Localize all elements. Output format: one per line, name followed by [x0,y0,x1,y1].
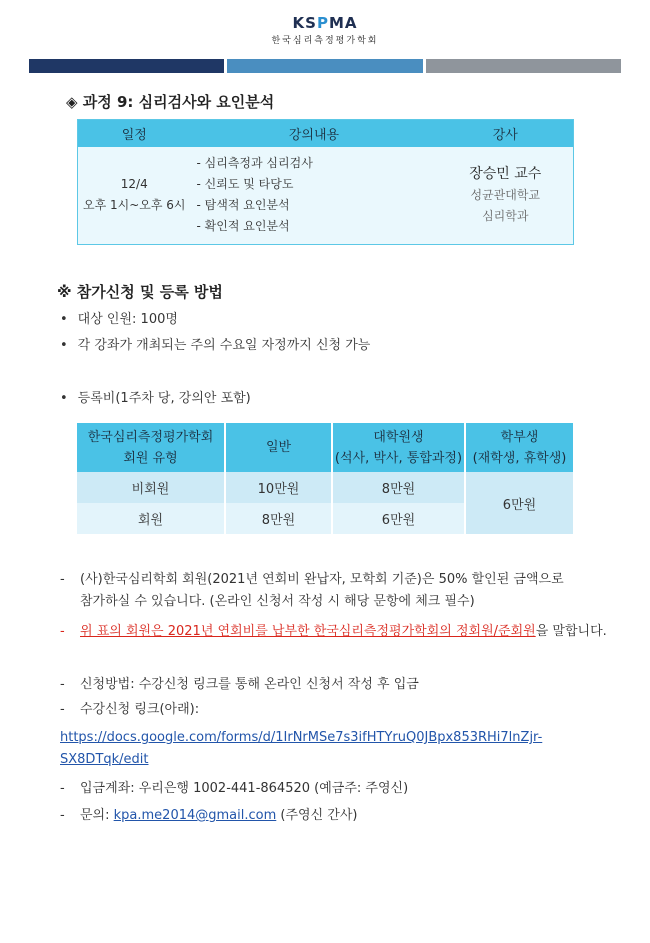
member-note: - 위 표의 회원은 2021년 연회비를 납부한 한국심리측정평가학회의 정회원/준회원을 말합니다. [60,624,607,639]
fee-cell: 10만원 [225,472,332,503]
fee-cell: 6만원 [332,503,465,534]
course-table [77,119,574,245]
fee-cell: 회원 [77,503,225,534]
divider-bar-gray [426,59,621,73]
member-note-highlight: 위 표의 회원은 2021년 연회비를 납부한 한국심리측정평가학회의 정회원/준회원 [80,624,536,639]
fee-col-undergrad: 학부생 (재학생, 휴학생) [465,423,573,472]
course-title: ◈ 과정 9: 심리검사와 요인분석 [66,93,275,111]
capacity-bullet: • 대상 인원: 100명 [60,308,178,327]
fee-bullet: • 등록비(1주차 당, 강의안 포함) [60,387,251,406]
fee-cell: 8만원 [225,503,332,534]
fee-cell: 8만원 [332,472,465,503]
instructor-name: 장승민 교수 [469,165,542,182]
fee-table [77,423,573,534]
account-note: - 입금계좌: 우리은행 1002-441-864520 (예금주: 주영신) [60,781,409,796]
topic-item: - 탐색적 요인분석 [196,198,290,213]
fee-cell-undergrad: 6만원 [465,472,573,534]
course-table-header [78,120,574,147]
content-cell [191,147,438,245]
link-label: - 수강신청 링크(아래): [60,702,200,717]
fee-col-general: 일반 [225,423,332,472]
topic-item: - 심리측정과 심리검사 [196,156,313,171]
col-content: 강의내용 [191,120,438,147]
deadline-bullet: • 각 강좌가 개최되는 주의 수요일 자정까지 신청 가능 [60,334,370,353]
schedule-cell [78,147,191,245]
fee-table-header [77,423,573,472]
instructor-univ: 성균관대학교 [470,187,541,202]
registration-title: ※ 참가신청 및 등록 방법 [57,283,223,301]
logo-subtitle: 한국심리측정평가학회 [271,36,379,46]
topic-item: - 확인적 요인분석 [196,219,290,234]
topic-item: - 신뢰도 및 타당도 [196,177,294,192]
col-instructor: 강사 [438,120,574,147]
course-table-row [78,147,574,245]
divider-bar-blue [227,59,423,73]
col-schedule: 일정 [78,120,191,147]
table-row [77,472,573,503]
course-time: 오후 1시~오후 6시 [82,198,186,213]
header-divider-bars [29,59,621,73]
discount-note: - (사)한국심리학회 회원(2021년 연회비 완납자, 모학회 기준)은 50% 할인된 금액으로 참가하실 수 있습니다. (온라인 신청서 작성 시 해당 문항에 체크 필수) [60,572,564,609]
course-date: 12/4 [120,177,148,192]
contact-email-link[interactable]: kpa.me2014@gmail.com [113,808,277,823]
fee-col-member-type: 한국심리측정평가학회 회원 유형 [77,423,225,472]
instructor-dept: 심리학과 [482,208,529,223]
registration-link[interactable]: https://docs.google.com/forms/d/1IrNrMSe7s3ifHTYruQ0JBpx853RHi7lnZjr- SX8DTqk/edit [60,730,543,767]
contact-note: - 문의: kpa.me2014@gmail.com (주영신 간사) [60,808,358,823]
fee-cell: 비회원 [77,472,225,503]
method-note: - 신청방법: 수강신청 링크를 통해 온라인 신청서 작성 후 입금 [60,677,419,692]
divider-bar-navy [29,59,224,73]
fee-col-grad: 대학원생 (석사, 박사, 통합과정) [332,423,465,472]
kspma-logo [0,14,650,46]
instructor-cell [438,147,574,245]
logo-text: KSPMA [292,14,358,32]
